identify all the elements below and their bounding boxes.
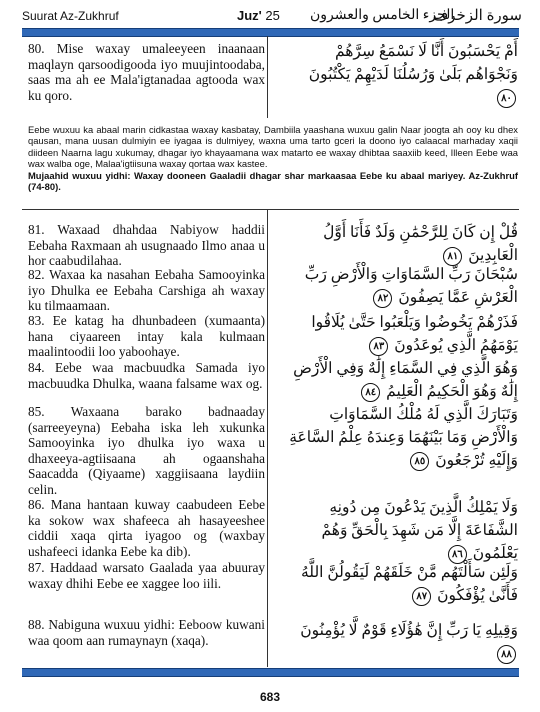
commentary-paragraph-2: Mujaahid wuxuu yidhi: Waxay dooneen Gaaladii dhagar shar markaasaa Eebe ku abaal mariyey. Az-Zukhruf (74-80). bbox=[28, 170, 518, 193]
bottom-blue-rule bbox=[22, 668, 519, 677]
verse-86-number-badge: ٨٦ bbox=[448, 545, 467, 564]
verse-81-number-badge: ٨١ bbox=[443, 247, 462, 266]
verse-82-translation: 82. Waxaa ka nasahan Eebaha Samooyinka iyo Dhulka ee Eebaha Carshiga ah waxay ku tilmaamaan. bbox=[28, 267, 265, 313]
verse-87-number-badge: ٨٧ bbox=[412, 587, 431, 606]
verse-81-translation: 81. Waxaad dhahdaa Nabiyow haddii Eebaha Raxmaan ah usugnaado Ilmo anaa u hor caabudilahaa. bbox=[28, 222, 265, 268]
header-arabic-surah: سورة الزخرف bbox=[432, 8, 522, 24]
verse-86-arabic-text: وَلَا يَمْلِكُ الَّذِينَ يَدْعُونَ مِن دُونِهِ الشَّفَاعَةَ إِلَّا مَن شَهِدَ بِالْحَقِّ وَهُمْ يَعْلَمُونَ bbox=[321, 499, 518, 562]
section-divider bbox=[22, 209, 519, 210]
verse-82-arabic-text: سُبْحَانَ رَبِّ السَّمَاوَاتِ وَالْأَرْضِ رَبِّ الْعَرْشِ عَمَّا يَصِفُونَ bbox=[304, 266, 518, 306]
verse-85-arabic-text: وَتَبَارَكَ الَّذِي لَهُ مُلْكُ السَّمَاوَاتِ وَالْأَرْضِ وَمَا بَيْنَهُمَا وَعِندَهُ عِلْمُ السَّاعَةِ وَإِلَيْهِ تُرْجَعُونَ bbox=[289, 406, 518, 469]
verse-83-arabic-text: فَذَرْهُمْ يَخُوضُوا وَيَلْعَبُوا حَتَّىٰ يُلَاقُوا يَوْمَهُمُ الَّذِي يُوعَدُونَ bbox=[311, 314, 518, 354]
verse-85-number-badge: ٨٥ bbox=[410, 452, 429, 471]
verse-88-arabic-text: وَقِيلِهِ يَا رَبِّ إِنَّ هَٰؤُلَاءِ قَوْمٌ لَّا يُؤْمِنُونَ bbox=[300, 622, 518, 639]
verse-83-translation: 83. Ee katag ha dhunbadeen (xumaanta) hana ciyaareen intay kala kulmaan maalintoodii loo yaboohaye. bbox=[28, 313, 265, 359]
verse-80-number-badge: ٨٠ bbox=[497, 89, 516, 108]
header-juz bbox=[237, 8, 280, 23]
verse-83-arabic bbox=[286, 311, 518, 357]
verse-84-number-badge: ٨٤ bbox=[361, 383, 380, 402]
verse-82-number-badge: ٨٢ bbox=[373, 289, 392, 308]
verse-81-arabic-text: قُلْ إِن كَانَ لِلرَّحْمَٰنِ وَلَدٌ فَأَنَا أَوَّلُ الْعَابِدِينَ bbox=[323, 224, 518, 264]
verse-83-number-badge: ٨٣ bbox=[369, 337, 388, 356]
verse-85-arabic bbox=[286, 403, 518, 472]
verse-87-arabic bbox=[286, 561, 518, 607]
verse-87-translation: 87. Haddaad warsato Gaalada yaa abuuray waxay dhihi Eebe ee xaggee loo iili. bbox=[28, 560, 265, 591]
header-arabic-juz: الجزء الخامس والعشرون bbox=[310, 8, 455, 23]
header-surah-name: Suurat Az-Zukhruf bbox=[22, 9, 119, 23]
commentary-paragraph-1: Eebe wuxuu ka abaal marin cidkastaa waxay kasbatay, Dambiila yaashana wuxuu galin Naar joogta ah ooy ku dhex qausan, mana uusan dulmiyin ee iyagaa is dulmiyey, waxna uma tarto gceri la doono iyo calaacal marhaday xaqii diideen Naarna lagu xukumay, dhagar iyo khayaamana wax matarto ee waxay dhibtaa saaxiib keed, Illeen Eebe waa wax walba oge, Malaa'igtiisuna waxay qortaa wax kastee. bbox=[28, 124, 518, 169]
verse-87-arabic-text: وَلَئِن سَأَلْتَهُم مَّنْ خَلَقَهُمْ لَيَقُولُنَّ اللَّهُ فَأَنَّىٰ يُؤْفَكُونَ bbox=[301, 564, 518, 604]
verse-84-arabic bbox=[286, 357, 518, 403]
verse-81-arabic bbox=[286, 221, 518, 267]
verse-86-translation: 86. Mana hantaan kuway caabudeen Eebe ka sokow wax shafeeca ah hasayeeshee ciddii xaqa qirta iyagoo og (waxbay ushafeeci idanka Eebe ka dib). bbox=[28, 497, 265, 559]
page-header bbox=[22, 6, 522, 28]
header-juz-number: 25 bbox=[265, 8, 280, 23]
column-divider-top bbox=[267, 36, 268, 118]
verse-80-arabic bbox=[286, 40, 518, 109]
column-divider-main bbox=[267, 210, 268, 667]
verse-85-translation: 85. Waxaana barako badnaaday (sarreeyeyna) Eebaha iska leh xukunka Samooyinka iyo dhulka iyo waxa u dhaxeeya-agtiisaana ah ogaanshaha Saacadda (Qiyaame) xaggiisaana laydiin celin. bbox=[28, 404, 265, 497]
verse-88-translation: 88. Nabiguna wuxuu yidhi: Eeboow kuwani waa qoom aan rumaynayn (xaqa). bbox=[28, 617, 265, 648]
verse-88-number-badge: ٨٨ bbox=[497, 645, 516, 664]
verse-88-arabic bbox=[286, 619, 518, 665]
verse-86-arabic bbox=[286, 496, 518, 565]
top-blue-rule bbox=[22, 28, 519, 37]
header-juz-label: Juz' bbox=[237, 8, 262, 23]
verse-82-arabic bbox=[286, 263, 518, 309]
verse-80-arabic-text: أَمْ يَحْسَبُونَ أَنَّا لَا نَسْمَعُ سِرَّهُمْ وَنَجْوَاهُم بَلَىٰ وَرُسُلُنَا لَدَيْهِمْ يَكْتُبُونَ bbox=[308, 43, 518, 83]
verse-84-arabic-text: وَهُوَ الَّذِي فِي السَّمَاءِ إِلَٰهٌ وَفِي الْأَرْضِ إِلَٰهٌ وَهُوَ الْحَكِيمُ الْعَلِيمُ bbox=[293, 360, 518, 400]
verse-80-translation: 80. Mise waxay umaleeyeen inaanaan maqlayn qarsoodigooda iyo muujintoodaba, saas ma ah ee Mala'igtanadaa agtooda wax ku qoro. bbox=[28, 41, 265, 103]
page-number: 683 bbox=[259, 690, 281, 704]
commentary bbox=[28, 124, 518, 193]
verse-84-translation: 84. Eebe waa macbuudka Samada iyo macbuudka Dhulka, waana falsame wax og. bbox=[28, 360, 265, 391]
